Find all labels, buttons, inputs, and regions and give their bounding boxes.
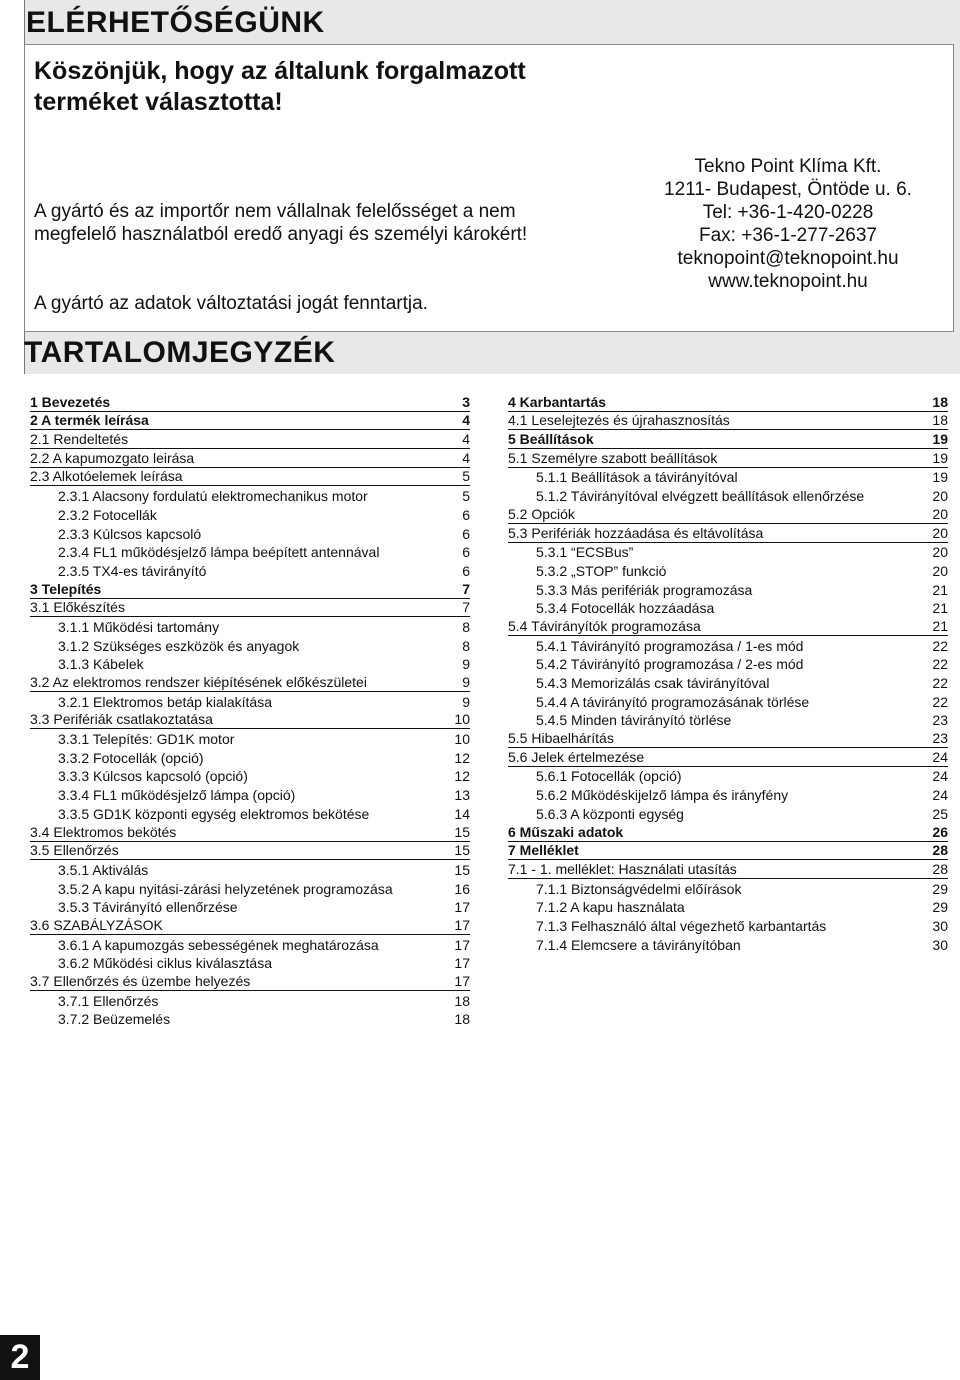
toc-entry[interactable]	[508, 823, 948, 842]
toc-entry[interactable]	[30, 468, 470, 487]
toc-entry-page: 21	[932, 581, 948, 598]
toc-entry-page: 9	[462, 693, 470, 710]
toc-entry-page: 24	[932, 768, 948, 785]
toc-entry-title: 7.1 - 1. melléklet: Használati utasítás	[508, 860, 737, 877]
toc-entry-title: 3.6.2 Működési ciklus kiválasztása	[58, 955, 272, 972]
company-email[interactable]: teknopoint@teknopoint.hu	[677, 248, 899, 269]
toc-entry-page: 6	[462, 562, 470, 579]
toc-entry[interactable]	[30, 748, 470, 767]
toc-entry-page: 26	[932, 823, 948, 840]
toc-entry[interactable]	[508, 412, 948, 431]
toc-entry-page: 18	[454, 992, 470, 1009]
toc-entry-page: 30	[932, 936, 948, 953]
toc-entry-page: 19	[932, 449, 948, 466]
toc-entry-page: 4	[462, 449, 470, 466]
toc-entry-page: 15	[454, 823, 470, 840]
toc-entry-title: 5.6 Jelek értelmezése	[508, 748, 645, 765]
toc-entry[interactable]	[508, 711, 948, 730]
toc-entry[interactable]	[30, 599, 470, 618]
toc-entry[interactable]	[508, 580, 948, 599]
toc-entry[interactable]	[508, 804, 948, 823]
toc-entry[interactable]	[30, 711, 470, 730]
toc-entry[interactable]	[30, 505, 470, 524]
toc-entry-title: 1 Bevezetés	[30, 393, 111, 410]
toc-entry[interactable]	[508, 785, 948, 804]
toc-entry[interactable]	[30, 954, 470, 973]
toc-entry-title: 3.5.1 Aktiválás	[58, 861, 149, 878]
contact-title: ELÉRHETŐSÉGÜNK	[26, 6, 325, 39]
toc-entry-page: 3	[462, 393, 470, 410]
toc-entry[interactable]	[30, 842, 470, 861]
toc-entry-page: 15	[454, 861, 470, 878]
toc-entry-title: 5.1 Személyre szabott beállítások	[508, 449, 718, 466]
toc-entry[interactable]	[508, 599, 948, 618]
toc-entry-page: 23	[932, 712, 948, 729]
toc-entry-page: 29	[932, 899, 948, 916]
toc-entry-page: 22	[932, 693, 948, 710]
toc-entry[interactable]	[30, 449, 470, 468]
toc-entry[interactable]	[30, 785, 470, 804]
toc-entry-title: 7.1.4 Elemcsere a távirányítóban	[536, 936, 741, 953]
toc-entry-page: 20	[932, 544, 948, 561]
toc-entry-title: 5.2 Opciók	[508, 505, 575, 522]
toc-entry[interactable]	[30, 543, 470, 562]
toc-entry[interactable]	[30, 860, 470, 879]
toc-entry[interactable]	[508, 486, 948, 505]
toc-entry-title: 5.3 Perifériák hozzáadása és eltávolítása	[508, 524, 764, 541]
toc-entry[interactable]	[508, 673, 948, 692]
toc-entry[interactable]	[508, 898, 948, 917]
toc-entry-page: 4	[462, 412, 470, 429]
toc-entry[interactable]	[508, 655, 948, 674]
toc-entry[interactable]	[30, 767, 470, 786]
toc-entry-title: 3.3.1 Telepítés: GD1K motor	[58, 731, 235, 748]
toc-entry-page: 19	[932, 469, 948, 486]
toc-entry-title: 3.3.3 Kúlcsos kapcsoló (opció)	[58, 768, 248, 785]
toc-entry[interactable]	[508, 617, 948, 636]
toc-entry[interactable]	[30, 692, 470, 711]
toc-entry[interactable]	[30, 430, 470, 449]
toc-entry[interactable]	[30, 673, 470, 692]
toc-entry-title: 5.3.1 “ECSBus”	[536, 544, 634, 561]
toc-entry-page: 17	[454, 973, 470, 989]
toc-entry[interactable]	[508, 636, 948, 655]
toc-entry[interactable]	[30, 991, 470, 1010]
toc-entry-page: 18	[932, 393, 948, 410]
toc-entry-title: 5.6.2 Működéskijelző lámpa és irányfény	[536, 787, 789, 804]
toc-entry[interactable]	[508, 393, 948, 412]
rights-notice: A gyártó az adatok változtatási jogát fenntartja.	[34, 293, 428, 314]
toc-entry[interactable]	[30, 804, 470, 823]
toc-entry[interactable]	[30, 580, 470, 599]
toc-entry-title: 7 Melléklet	[508, 842, 579, 859]
toc-entry-title: 2.2 A kapumozgato leirása	[30, 449, 195, 466]
toc-entry-page: 17	[454, 936, 470, 953]
toc-entry[interactable]	[30, 823, 470, 842]
toc-entry[interactable]	[30, 412, 470, 431]
toc-entry-page: 23	[932, 730, 948, 747]
toc-entry-title: 5.1.2 Távirányítóval elvégzett beállítások ellenőrzése	[536, 488, 865, 505]
toc-entry-title: 3.5.3 Távirányító ellenőrzése	[58, 899, 238, 916]
toc-entry-page: 22	[932, 675, 948, 691]
toc-entry[interactable]	[30, 935, 470, 954]
toc-entry-title: 5.6.1 Fotocellák (opció)	[536, 768, 682, 785]
toc-entry-title: 5.1.1 Beállítások a távirányítóval	[536, 469, 738, 486]
toc-entry-page: 17	[454, 916, 470, 933]
toc-entry[interactable]	[30, 561, 470, 580]
toc-entry-page: 30	[932, 917, 948, 934]
company-name: Tekno Point Klíma Kft.	[694, 156, 882, 177]
toc-entry-page: 25	[932, 805, 948, 822]
toc-entry[interactable]	[508, 430, 948, 449]
toc-entry-page: 18	[932, 412, 948, 429]
toc-entry-page: 12	[454, 768, 470, 785]
toc-entry-title: 3.3 Perifériák csatlakoztatása	[30, 711, 213, 728]
toc-entry-title: 3.4 Elektromos bekötés	[30, 823, 177, 840]
toc-entry-page: 6	[462, 525, 470, 542]
toc-entry[interactable]	[30, 879, 470, 898]
toc-entry-title: 3.5.2 A kapu nyitási-zárási helyzetének programozása	[58, 880, 393, 897]
toc-entry-title: 5.4.1 Távirányító programozása / 1-es mód	[536, 637, 804, 654]
toc-entry[interactable]	[508, 561, 948, 580]
toc-entry-page: 18	[454, 1011, 470, 1028]
toc-entry[interactable]	[508, 842, 948, 861]
toc-entry-title: 2.3.2 Fotocellák	[58, 506, 157, 523]
toc-entry-page: 17	[454, 899, 470, 916]
toc-entry-title: 3 Telepítés	[30, 580, 102, 597]
toc-entry[interactable]	[508, 468, 948, 487]
toc-entry-title: 2.1 Rendeltetés	[30, 431, 129, 448]
toc-entry-title: 3.6 SZABÁLYZÁSOK	[30, 916, 163, 933]
toc-entry[interactable]	[508, 729, 948, 748]
toc-entry-page: 19	[932, 431, 948, 448]
toc-entry[interactable]	[30, 486, 470, 505]
toc-entry-title: 3.1.3 Kábelek	[58, 656, 144, 673]
company-address: 1211- Budapest, Öntöde u. 6.	[664, 179, 912, 200]
toc-entry-title: 5.5 Hibaelhárítás	[508, 730, 614, 747]
toc-entry-title: 3.3.4 FL1 működésjelző lámpa (opció)	[58, 787, 296, 804]
toc-entry-page: 22	[932, 656, 948, 673]
toc-entry-title: 4.1 Leselejtezés és újrahasznosítás	[508, 412, 730, 429]
company-website[interactable]: www.teknopoint.hu	[708, 271, 868, 292]
toc-entry-title: 2.3 Alkotóelemek leírása	[30, 468, 183, 485]
toc-entry-title: 3.1.2 Szükséges eszközök és anyagok	[58, 637, 300, 654]
toc-entry[interactable]	[508, 767, 948, 786]
toc-entry-title: 5.4.5 Minden távirányító törlése	[536, 712, 732, 729]
toc-entry-page: 8	[462, 637, 470, 654]
toc-entry[interactable]	[30, 1010, 470, 1029]
company-fax: Fax: +36-1-277-2637	[699, 225, 877, 246]
toc-entry[interactable]	[508, 916, 948, 935]
toc-entry-page: 17	[454, 955, 470, 972]
toc-entry-title: 7.1.1 Biztonságvédelmi előírások	[536, 880, 742, 897]
toc-entry-title: 3.2 Az elektromos rendszer kiépítésének előkészületei	[30, 674, 367, 690]
toc-entry-page: 16	[454, 880, 470, 897]
toc-entry-page: 4	[462, 431, 470, 448]
toc-entry-title: 7.1.3 Felhasználó által végezhető karbantartás	[536, 917, 827, 934]
toc-entry-page: 10	[454, 731, 470, 748]
toc-entry[interactable]	[508, 879, 948, 898]
toc-entry-title: 7.1.2 A kapu használata	[536, 899, 685, 916]
toc-entry-page: 7	[462, 599, 470, 616]
toc-entry-page: 28	[932, 860, 948, 877]
toc-entry-title: 3.1.1 Működési tartomány	[58, 618, 220, 635]
toc-entry-page: 22	[932, 637, 948, 654]
toc-entry-page: 8	[462, 618, 470, 635]
toc-entry[interactable]	[30, 898, 470, 917]
toc-entry-page: 20	[932, 524, 948, 541]
toc-entry-page: 10	[454, 711, 470, 728]
thanks-message: Köszönjük, hogy az általunk forgalmazott terméket választotta!	[34, 57, 526, 116]
toc-entry-title: 5.3.3 Más perifériák programozása	[536, 581, 753, 598]
toc-entry-title: 3.2.1 Elektromos betáp kialakítása	[58, 693, 273, 710]
toc-entry-title: 3.6.1 A kapumozgás sebességének meghatározása	[58, 936, 379, 953]
toc-entry[interactable]	[508, 524, 948, 543]
toc-entry-page: 21	[932, 600, 948, 617]
page-number: 2	[0, 1335, 40, 1380]
toc-entry-title: 3.3.5 GD1K központi egység elektromos bekötése	[58, 805, 370, 822]
toc-entry-page: 13	[454, 787, 470, 804]
toc-right-column	[508, 393, 948, 954]
toc-entry[interactable]	[508, 449, 948, 468]
toc-entry-title: 3.7 Ellenőrzés és üzembe helyezés	[30, 973, 251, 989]
toc-entry-page: 6	[462, 544, 470, 561]
toc-entry[interactable]	[508, 505, 948, 524]
toc-entry-title: 3.5 Ellenőrzés	[30, 842, 119, 859]
toc-entry[interactable]	[30, 972, 470, 991]
toc-entry-title: 2.3.3 Kúlcsos kapcsoló	[58, 525, 202, 542]
toc-entry-page: 20	[932, 562, 948, 579]
toc-entry-page: 21	[932, 617, 948, 634]
toc-entry-title: 5.3.2 „STOP” funkció	[536, 562, 667, 579]
toc-entry[interactable]	[30, 393, 470, 412]
toc-entry[interactable]	[30, 524, 470, 543]
toc-entry-title: 5.6.3 A központi egység	[536, 805, 684, 822]
toc-entry-page: 24	[932, 787, 948, 804]
toc-entry-page: 5	[462, 488, 470, 505]
toc-entry-page: 14	[454, 805, 470, 822]
disclaimer-text: A gyártó és az importőr nem vállalnak felelősséget a nem megfelelő használatból eredő anyagi és személyi károkért!	[34, 201, 528, 245]
company-tel: Tel: +36-1-420-0228	[702, 202, 874, 223]
toc-entry[interactable]	[30, 655, 470, 674]
toc-entry-title: 6 Műszaki adatok	[508, 823, 624, 840]
toc-entry-page: 6	[462, 506, 470, 523]
toc-entry-page: 15	[454, 842, 470, 859]
toc-entry-page: 29	[932, 880, 948, 897]
toc-entry[interactable]	[508, 935, 948, 954]
company-info	[640, 155, 936, 293]
toc-entry-title: 2.3.4 FL1 működésjelző lámpa beépített antennával	[58, 544, 380, 561]
toc-entry-page: 7	[462, 580, 470, 597]
toc-entry[interactable]	[30, 729, 470, 748]
toc-entry-title: 2.3.5 TX4-es távirányító	[58, 562, 207, 579]
toc-entry[interactable]	[508, 692, 948, 711]
toc-entry-title: 3.3.2 Fotocellák (opció)	[58, 749, 204, 766]
toc-entry-title: 3.1 Előkészítés	[30, 599, 125, 616]
toc-entry-title: 5.3.4 Fotocellák hozzáadása	[536, 600, 715, 617]
toc-entry-title: 5.4 Távirányítók programozása	[508, 617, 701, 634]
toc-entry-title: 5.4.3 Memorizálás csak távirányítóval	[536, 675, 770, 691]
toc-entry-title: 3.7.1 Ellenőrzés	[58, 992, 159, 1009]
toc-entry[interactable]	[508, 543, 948, 562]
toc-entry-title: 3.7.2 Beüzemelés	[58, 1011, 171, 1028]
toc-entry-title: 5.4.2 Távirányító programozása / 2-es mód	[536, 656, 804, 673]
toc-entry-page: 20	[932, 488, 948, 505]
toc-entry-title: 2 A termék leírása	[30, 412, 149, 429]
toc-entry[interactable]	[508, 860, 948, 879]
toc-entry-title: 5.4.4 A távirányító programozásának törlése	[536, 693, 810, 710]
toc-entry[interactable]	[508, 748, 948, 767]
toc-entry-page: 20	[932, 505, 948, 522]
toc-title: TARTALOMJEGYZÉK	[24, 336, 336, 369]
toc-entry[interactable]	[30, 617, 470, 636]
toc-left-column	[30, 393, 470, 1028]
toc-entry-title: 5 Beállítások	[508, 431, 594, 448]
toc-entry-page: 12	[454, 749, 470, 766]
toc-entry[interactable]	[30, 636, 470, 655]
toc-entry-title: 4 Karbantartás	[508, 393, 607, 410]
toc-entry[interactable]	[30, 916, 470, 935]
toc-entry-page: 5	[462, 468, 470, 485]
toc-entry-page: 9	[462, 674, 470, 690]
toc-entry-title: 2.3.1 Alacsony fordulatú elektromechanikus motor	[58, 488, 368, 505]
toc-entry-page: 9	[462, 656, 470, 673]
toc-entry-page: 28	[932, 842, 948, 859]
toc-entry-page: 24	[932, 748, 948, 765]
